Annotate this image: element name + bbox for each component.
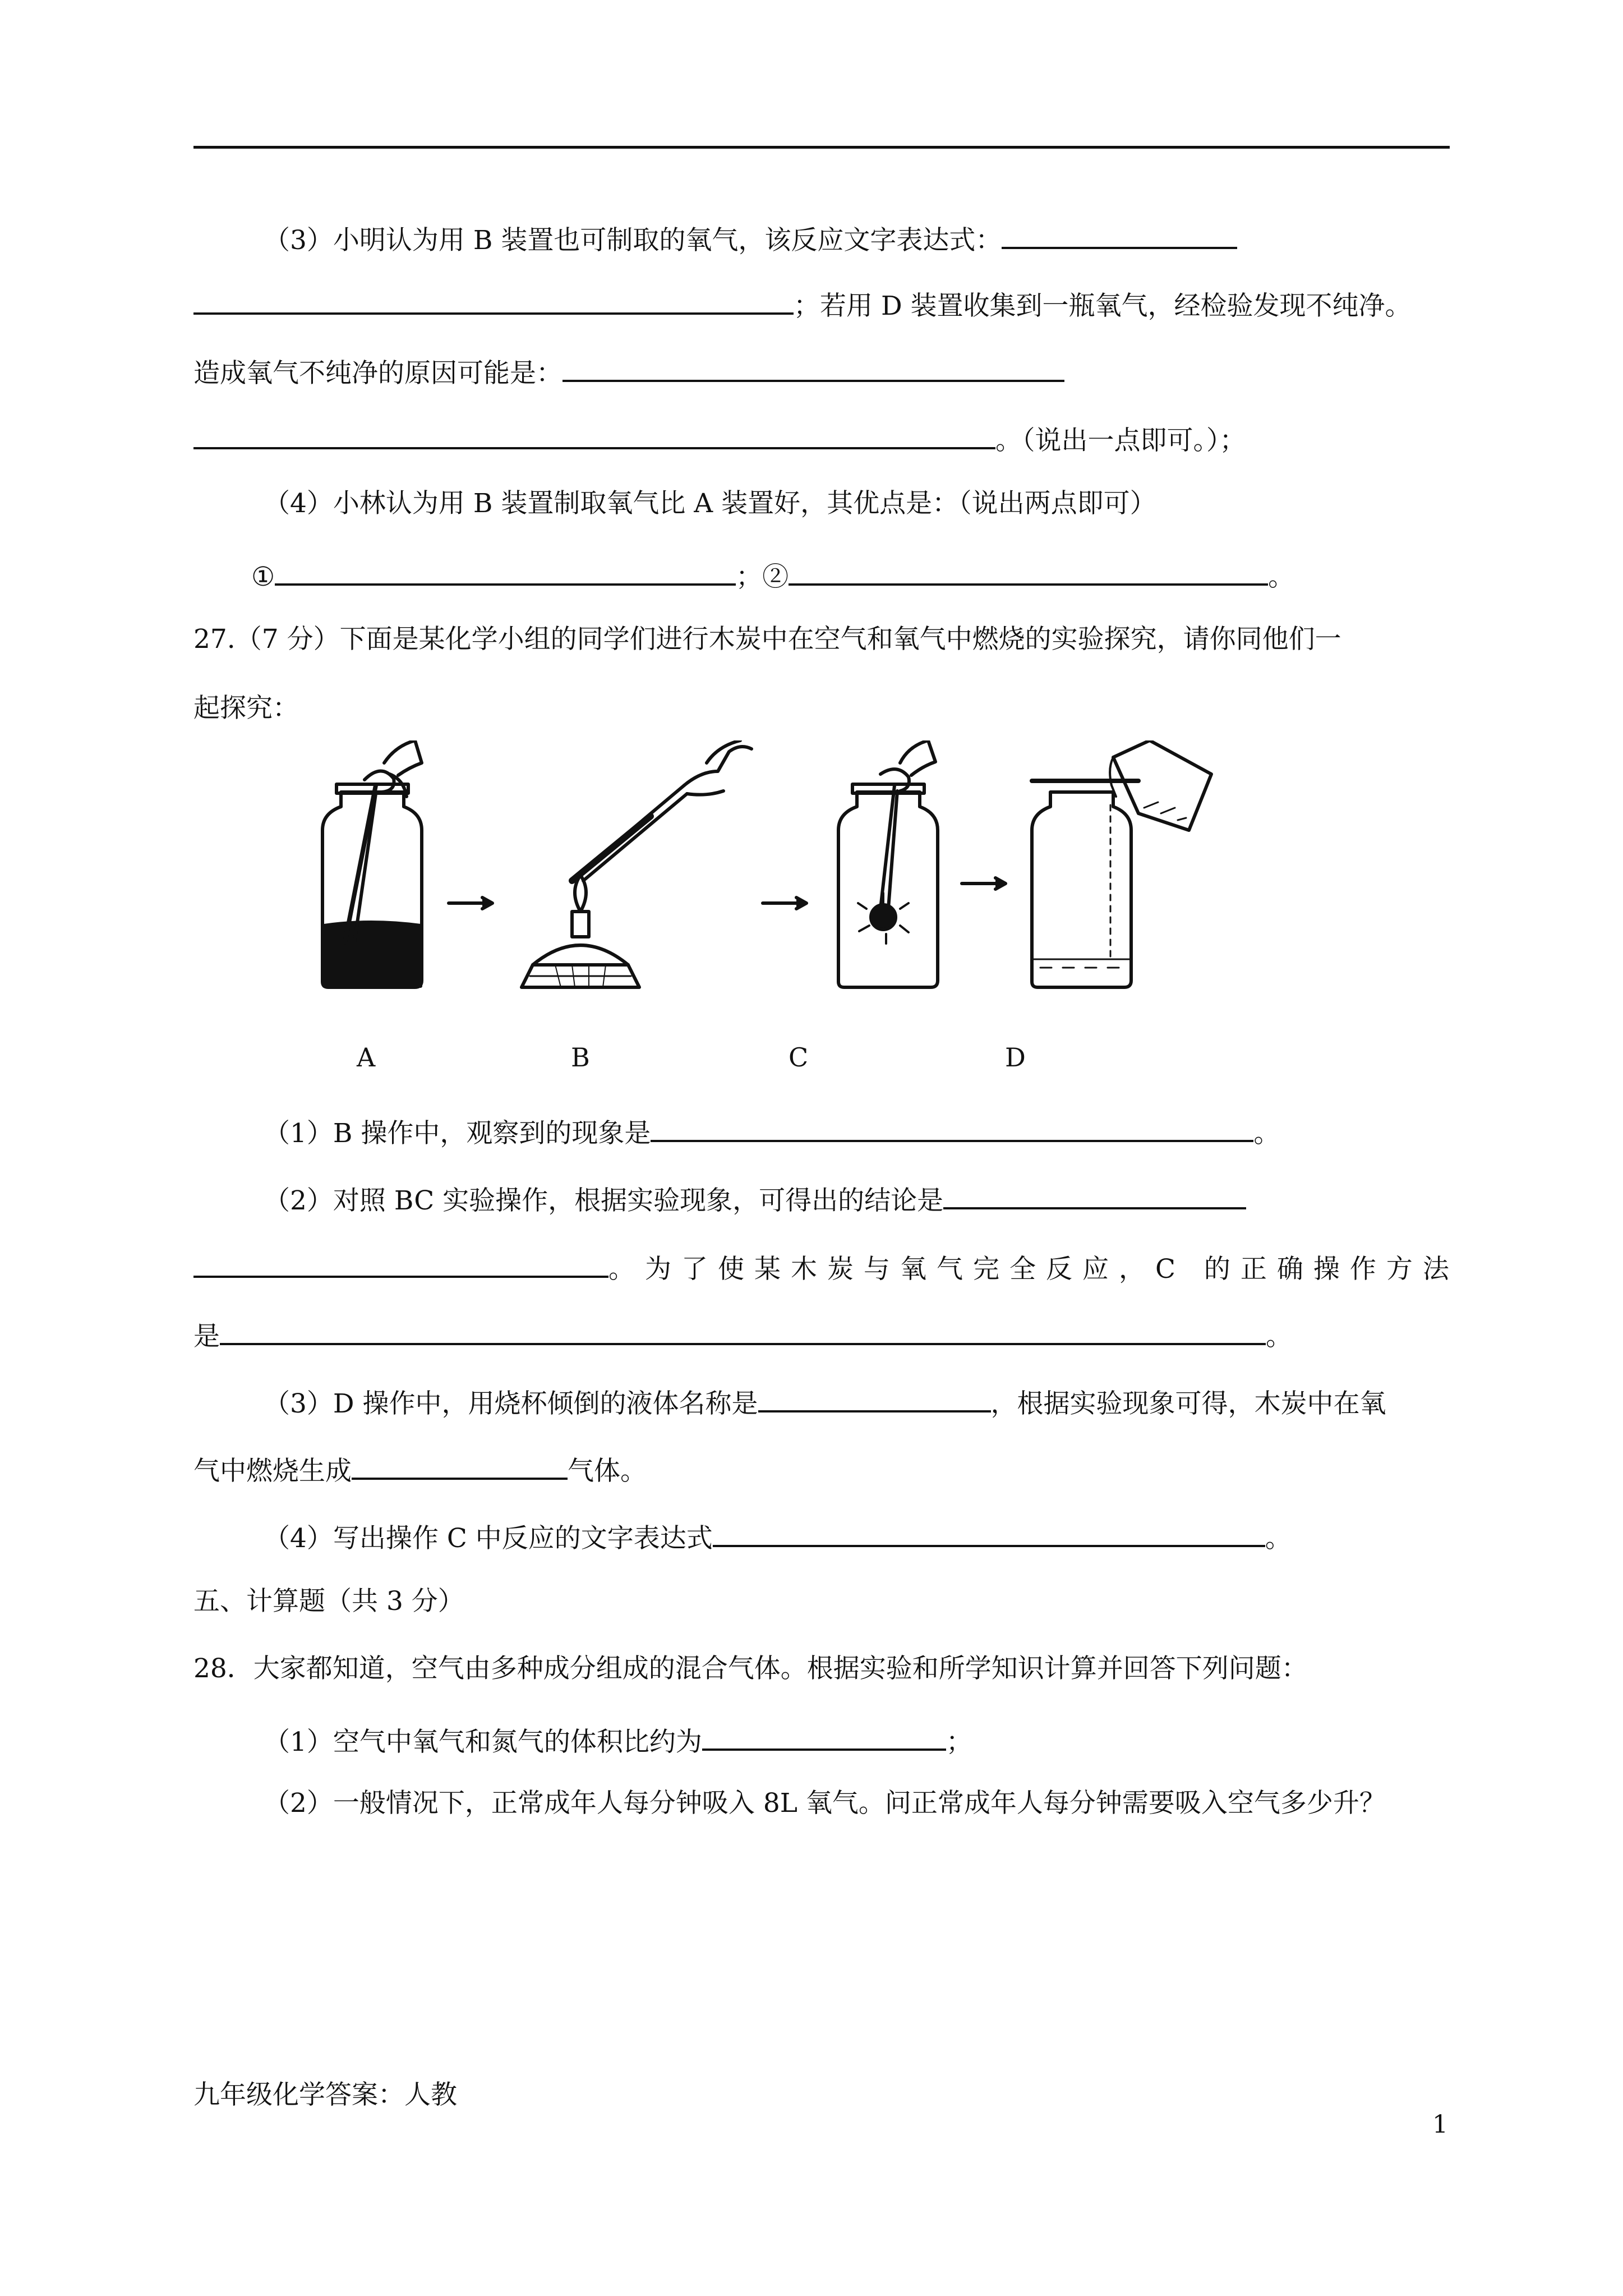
q27-p2-line1 (264, 1178, 1246, 1218)
circle-one-mark: ① (251, 562, 275, 592)
q28-intro-text: 28．大家都知道，空气由多种成分组成的混合气体。根据实验和所学知识计算并回答下列问题： (193, 1653, 1308, 1684)
q26-p3-line2 (193, 283, 1412, 323)
q27-intro-text: 27.（7 分）下面是某化学小组的同学们进行木炭中在空气和氧气中燃烧的实验探究，请你同他们一 (193, 624, 1341, 655)
answer-blank[interactable] (220, 1314, 1266, 1345)
answer-blank[interactable] (193, 418, 995, 449)
answer-blank[interactable] (275, 554, 736, 586)
q27-p2-text2: 。为了使某木炭与氧气完全反应，C 的正确操作方法 (608, 1254, 1459, 1285)
q26-p3-line4 (193, 418, 1246, 458)
page-number: 1 (1432, 2110, 1448, 2139)
figure-label-a: A (357, 1042, 376, 1073)
header-rule (193, 146, 1450, 149)
q27-p3-text-b: ，根据实验现象可得，木炭中在氧 (990, 1388, 1386, 1419)
q26-p4-text: （4）小林认为用 B 装置制取氧气比 A 装置好，其优点是：（说出两点即可） (264, 488, 1156, 519)
figure-label-d: D (1005, 1042, 1026, 1073)
q27-p2-end: 。 (1266, 1321, 1292, 1352)
q26-p3-text4: 。（说出一点即可。）； (995, 425, 1246, 456)
q27-intro-line1 (193, 623, 1341, 656)
q27-p2-line3 (193, 1314, 1292, 1354)
q27-p2-line2 (193, 1246, 1459, 1286)
q28-p2-text: （2）一般情况下，正常成年人每分钟吸入 8L 氧气。问正常成年人每分钟需要吸入空气多少升？ (264, 1788, 1386, 1819)
q26-p3-text2: ；若用 D 装置收集到一瓶氧气，经检验发现不纯净。 (794, 291, 1412, 321)
q27-p1-end: 。 (1253, 1118, 1280, 1149)
q26-p3-text: （3）小明认为用 B 装置也可制取的氧气，该反应文字表达式： (264, 225, 1002, 256)
answer-blank[interactable] (943, 1178, 1246, 1209)
answer-blank[interactable] (562, 351, 1064, 382)
q27-p3-text2: 气中燃烧生成 (193, 1456, 352, 1487)
q28-p1-end: ； (946, 1727, 972, 1757)
answer-blank[interactable] (758, 1381, 991, 1412)
answer-blank[interactable] (713, 1516, 1265, 1547)
jar-a-illustration (322, 740, 422, 987)
q26-p4-line1 (264, 487, 1156, 521)
q27-p3-line2 (193, 1448, 647, 1488)
q27-p1-line (264, 1111, 1280, 1151)
q26-p4-separator: ；② (736, 562, 789, 592)
q27-p1-text: （1）B 操作中，观察到的现象是 (264, 1118, 651, 1149)
section5-heading-text: 五、计算题（共 3 分） (193, 1586, 464, 1617)
q28-p2-line (264, 1787, 1386, 1820)
q27-intro-line2 (193, 692, 299, 725)
q27-p2-text: （2）对照 BC 实验操作，根据实验现象，可得出的结论是 (264, 1185, 944, 1216)
answer-blank[interactable] (193, 1246, 608, 1278)
q28-p1-line (264, 1719, 972, 1759)
answer-blank[interactable] (193, 283, 794, 315)
section-heading (193, 1585, 464, 1618)
q27-p2-text3: 是 (193, 1321, 220, 1352)
answer-blank[interactable] (702, 1719, 946, 1751)
q26-p3-text3: 造成氧气不纯净的原因可能是： (193, 358, 562, 389)
q27-p4-text: （4）写出操作 C 中反应的文字表达式 (264, 1523, 713, 1554)
jar-d-illustration (1032, 740, 1211, 987)
q28-p1-text: （1）空气中氧气和氮气的体积比约为 (264, 1727, 702, 1757)
q26-p3-line1 (264, 218, 1237, 257)
answer-label-text: 九年级化学答案：人教 (193, 2079, 457, 2110)
answer-label (193, 2078, 457, 2112)
q26-p3-line3 (193, 351, 1064, 390)
answer-blank[interactable] (1002, 218, 1237, 249)
q27-intro-text2: 起探究： (193, 693, 299, 724)
q26-p4-line2 (251, 554, 1294, 594)
q27-p4-line (264, 1516, 1292, 1556)
answer-blank[interactable] (352, 1448, 568, 1480)
answer-blank[interactable] (789, 554, 1268, 586)
figure-label-c: C (789, 1042, 809, 1073)
q27-p3-text: （3）D 操作中，用烧杯倾倒的液体名称是 (264, 1388, 758, 1419)
figure-label-b: B (571, 1042, 590, 1073)
q27-p4-end: 。 (1265, 1523, 1292, 1554)
answer-blank[interactable] (651, 1111, 1253, 1142)
q26-p4-end: 。 (1268, 562, 1295, 592)
q27-p3-line1 (264, 1381, 1386, 1421)
q27-p3-text2-b: 气体。 (568, 1456, 647, 1487)
experiment-figure (292, 740, 1245, 999)
jar-c-illustration (838, 740, 938, 987)
lamp-b-illustration (522, 740, 751, 987)
q28-intro-line (193, 1652, 1308, 1686)
